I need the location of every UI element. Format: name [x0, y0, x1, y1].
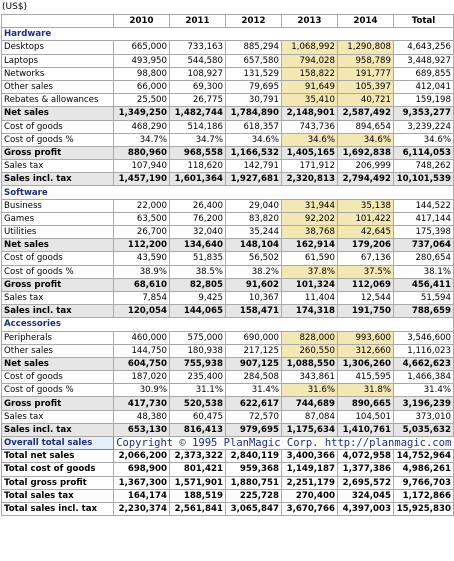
table-row-accessories-2 [2, 357, 454, 370]
value-cell: 690,000 [226, 331, 282, 344]
value-cell: 164,174 [114, 489, 170, 502]
value-cell: 794,028 [282, 54, 338, 67]
header-total-cell: Total [394, 15, 454, 28]
total-cell: 34.6% [394, 133, 454, 146]
row-label: Sales tax [2, 160, 114, 173]
value-cell: 11,404 [282, 291, 338, 304]
row-label: Total cost of goods [2, 463, 114, 476]
value-cell: 69,300 [170, 80, 226, 93]
value-cell: 575,000 [170, 331, 226, 344]
total-cell: 9,353,277 [394, 107, 454, 120]
value-cell: 225,728 [226, 489, 282, 502]
value-cell: 1,290,808 [338, 41, 394, 54]
table-row-accessories-6 [2, 410, 454, 423]
total-cell: 1,116,023 [394, 344, 454, 357]
value-cell: 60,475 [170, 410, 226, 423]
row-label: Sales incl. tax [2, 305, 114, 318]
row-label: Total net sales [2, 450, 114, 463]
table-row-software-2 [2, 226, 454, 239]
total-cell: 3,448,927 [394, 54, 454, 67]
value-cell: 1,457,190 [114, 173, 170, 186]
row-label: Cost of goods % [2, 384, 114, 397]
value-cell: 493,950 [114, 54, 170, 67]
value-cell: 29,040 [226, 199, 282, 212]
total-cell: 373,010 [394, 410, 454, 423]
table-row-hardware-8 [2, 146, 454, 159]
row-label: Cost of goods [2, 371, 114, 384]
total-cell: 4,986,261 [394, 463, 454, 476]
total-cell: 15,925,830 [394, 502, 454, 515]
value-cell: 744,689 [282, 397, 338, 410]
section-title: Hardware [2, 28, 454, 41]
value-cell: 12,544 [338, 291, 394, 304]
value-cell: 91,602 [226, 278, 282, 291]
value-cell: 32,040 [170, 226, 226, 239]
value-cell: 324,045 [338, 489, 394, 502]
value-cell: 43,590 [114, 252, 170, 265]
value-cell: 2,840,119 [226, 450, 282, 463]
value-cell: 108,927 [170, 67, 226, 80]
value-cell: 520,538 [170, 397, 226, 410]
value-cell: 2,587,492 [338, 107, 394, 120]
value-cell: 468,290 [114, 120, 170, 133]
value-cell: 30,791 [226, 94, 282, 107]
value-cell: 38.2% [226, 265, 282, 278]
value-cell: 653,130 [114, 423, 170, 436]
row-label: Gross profit [2, 397, 114, 410]
row-label: Business [2, 199, 114, 212]
total-cell: 31.4% [394, 384, 454, 397]
value-cell: 67,136 [338, 252, 394, 265]
value-cell: 56,502 [226, 252, 282, 265]
total-cell: 1,172,866 [394, 489, 454, 502]
table-row-software-5 [2, 265, 454, 278]
copyright-notice: Copyright © 1995 PlanMagic Corp. http://planmagic.com [116, 437, 452, 450]
value-cell: 179,206 [338, 239, 394, 252]
value-cell: 2,794,492 [338, 173, 394, 186]
value-cell: 885,294 [226, 41, 282, 54]
table-row-software-6 [2, 278, 454, 291]
total-cell: 14,752,964 [394, 450, 454, 463]
value-cell: 26,400 [170, 199, 226, 212]
total-cell: 3,196,239 [394, 397, 454, 410]
header-year-cell: 2011 [170, 15, 226, 28]
table-row-software-0 [2, 199, 454, 212]
value-cell: 142,791 [226, 160, 282, 173]
value-cell: 604,750 [114, 357, 170, 370]
value-cell: 76,200 [170, 212, 226, 225]
value-cell: 343,861 [282, 371, 338, 384]
total-cell: 4,662,623 [394, 357, 454, 370]
value-cell: 958,789 [338, 54, 394, 67]
total-cell: 10,101,539 [394, 173, 454, 186]
value-cell: 48,380 [114, 410, 170, 423]
value-cell: 22,000 [114, 199, 170, 212]
row-label: Networks [2, 67, 114, 80]
value-cell: 206,999 [338, 160, 394, 173]
header-label-cell [2, 15, 114, 28]
value-cell: 38.5% [170, 265, 226, 278]
section-header-software [2, 186, 454, 199]
value-cell: 34.6% [338, 133, 394, 146]
value-cell: 217,125 [226, 344, 282, 357]
total-cell: 788,659 [394, 305, 454, 318]
value-cell: 104,501 [338, 410, 394, 423]
header-row [2, 15, 454, 28]
value-cell: 743,736 [282, 120, 338, 133]
total-cell: 417,144 [394, 212, 454, 225]
value-cell: 880,960 [114, 146, 170, 159]
row-label: Games [2, 212, 114, 225]
value-cell: 79,695 [226, 80, 282, 93]
value-cell: 1,068,992 [282, 41, 338, 54]
row-label: Net sales [2, 107, 114, 120]
total-cell: 144,522 [394, 199, 454, 212]
value-cell: 68,610 [114, 278, 170, 291]
value-cell: 26,700 [114, 226, 170, 239]
header-year-cell: 2010 [114, 15, 170, 28]
value-cell: 968,558 [170, 146, 226, 159]
table-row-hardware-10 [2, 173, 454, 186]
row-label: Total sales incl. tax [2, 502, 114, 515]
table-row-software-3 [2, 239, 454, 252]
row-label: Cost of goods % [2, 265, 114, 278]
value-cell: 34.7% [114, 133, 170, 146]
value-cell: 460,000 [114, 331, 170, 344]
value-cell: 3,065,847 [226, 502, 282, 515]
table-row-software-4 [2, 252, 454, 265]
value-cell: 37.8% [282, 265, 338, 278]
total-cell: 4,643,256 [394, 41, 454, 54]
table-row-overall-2 [2, 476, 454, 489]
value-cell: 1,377,386 [338, 463, 394, 476]
value-cell: 180,938 [170, 344, 226, 357]
section-title: Accessories [2, 318, 454, 331]
value-cell: 1,927,681 [226, 173, 282, 186]
value-cell: 35,410 [282, 94, 338, 107]
value-cell: 284,508 [226, 371, 282, 384]
value-cell: 894,654 [338, 120, 394, 133]
section-header-accessories [2, 318, 454, 331]
value-cell: 959,368 [226, 463, 282, 476]
value-cell: 733,163 [170, 41, 226, 54]
value-cell: 107,940 [114, 160, 170, 173]
row-label: Total gross profit [2, 476, 114, 489]
value-cell: 144,750 [114, 344, 170, 357]
value-cell: 657,580 [226, 54, 282, 67]
table-row-overall-4 [2, 502, 454, 515]
value-cell: 87,084 [282, 410, 338, 423]
value-cell: 112,069 [338, 278, 394, 291]
value-cell: 801,421 [170, 463, 226, 476]
table-row-hardware-4 [2, 94, 454, 107]
table-row-hardware-6 [2, 120, 454, 133]
value-cell: 188,519 [170, 489, 226, 502]
value-cell: 25,500 [114, 94, 170, 107]
value-cell: 415,595 [338, 371, 394, 384]
value-cell: 158,822 [282, 67, 338, 80]
value-cell: 1,482,744 [170, 107, 226, 120]
value-cell: 907,125 [226, 357, 282, 370]
row-label: Utilities [2, 226, 114, 239]
total-cell: 3,546,600 [394, 331, 454, 344]
value-cell: 1,149,187 [282, 463, 338, 476]
value-cell: 1,306,260 [338, 357, 394, 370]
value-cell: 31.6% [282, 384, 338, 397]
header-year-cell: 2012 [226, 15, 282, 28]
value-cell: 618,357 [226, 120, 282, 133]
table-row-hardware-5 [2, 107, 454, 120]
value-cell: 63,500 [114, 212, 170, 225]
row-label: Rebates & allowances [2, 94, 114, 107]
value-cell: 514,186 [170, 120, 226, 133]
value-cell: 162,914 [282, 239, 338, 252]
table-row-accessories-0 [2, 331, 454, 344]
value-cell: 2,561,841 [170, 502, 226, 515]
value-cell: 120,054 [114, 305, 170, 318]
row-label: Sales tax [2, 410, 114, 423]
total-cell: 1,466,384 [394, 371, 454, 384]
total-cell: 737,064 [394, 239, 454, 252]
value-cell: 1,367,300 [114, 476, 170, 489]
row-label: Gross profit [2, 146, 114, 159]
table-row-accessories-7 [2, 423, 454, 436]
value-cell: 1,784,890 [226, 107, 282, 120]
value-cell: 3,400,366 [282, 450, 338, 463]
table-row-accessories-3 [2, 371, 454, 384]
value-cell: 101,324 [282, 278, 338, 291]
table-row-hardware-1 [2, 54, 454, 67]
row-label: Gross profit [2, 278, 114, 291]
value-cell: 31.8% [338, 384, 394, 397]
section-header-hardware [2, 28, 454, 41]
value-cell: 40,721 [338, 94, 394, 107]
value-cell: 260,550 [282, 344, 338, 357]
total-cell: 159,198 [394, 94, 454, 107]
section-title: Software [2, 186, 454, 199]
row-label: Sales tax [2, 291, 114, 304]
value-cell: 66,000 [114, 80, 170, 93]
table-row-hardware-9 [2, 160, 454, 173]
value-cell: 1,405,165 [282, 146, 338, 159]
table-row-overall-3 [2, 489, 454, 502]
value-cell: 698,900 [114, 463, 170, 476]
row-label: Total sales tax [2, 489, 114, 502]
total-cell: 51,594 [394, 291, 454, 304]
value-cell: 30.9% [114, 384, 170, 397]
value-cell: 174,318 [282, 305, 338, 318]
value-cell: 993,600 [338, 331, 394, 344]
value-cell: 2,320,813 [282, 173, 338, 186]
value-cell: 31.1% [170, 384, 226, 397]
value-cell: 10,367 [226, 291, 282, 304]
header-year-cell: 2014 [338, 15, 394, 28]
value-cell: 816,413 [170, 423, 226, 436]
value-cell: 2,148,901 [282, 107, 338, 120]
value-cell: 34.7% [170, 133, 226, 146]
value-cell: 1,166,532 [226, 146, 282, 159]
total-cell: 412,041 [394, 80, 454, 93]
value-cell: 144,065 [170, 305, 226, 318]
total-cell: 5,035,632 [394, 423, 454, 436]
value-cell: 26,775 [170, 94, 226, 107]
value-cell: 4,072,958 [338, 450, 394, 463]
value-cell: 2,251,179 [282, 476, 338, 489]
total-cell: 9,766,703 [394, 476, 454, 489]
value-cell: 828,000 [282, 331, 338, 344]
total-cell: 175,398 [394, 226, 454, 239]
value-cell: 622,617 [226, 397, 282, 410]
value-cell: 3,670,766 [282, 502, 338, 515]
value-cell: 979,695 [226, 423, 282, 436]
value-cell: 38.9% [114, 265, 170, 278]
row-label: Cost of goods [2, 120, 114, 133]
total-cell: 689,855 [394, 67, 454, 80]
total-cell: 6,114,053 [394, 146, 454, 159]
value-cell: 1,601,364 [170, 173, 226, 186]
value-cell: 544,580 [170, 54, 226, 67]
sales-forecast-table [1, 14, 454, 516]
value-cell: 191,750 [338, 305, 394, 318]
currency-caption: (US$) [2, 2, 28, 12]
value-cell: 91,649 [282, 80, 338, 93]
total-cell: 748,262 [394, 160, 454, 173]
total-cell: 3,239,224 [394, 120, 454, 133]
row-label: Cost of goods [2, 252, 114, 265]
value-cell: 1,088,550 [282, 357, 338, 370]
value-cell: 101,422 [338, 212, 394, 225]
value-cell: 2,066,200 [114, 450, 170, 463]
row-label: Other sales [2, 80, 114, 93]
table-row-accessories-4 [2, 384, 454, 397]
table-row-software-1 [2, 212, 454, 225]
table-row-software-8 [2, 305, 454, 318]
value-cell: 1,692,838 [338, 146, 394, 159]
value-cell: 1,410,761 [338, 423, 394, 436]
table-row-hardware-3 [2, 80, 454, 93]
row-label: Peripherals [2, 331, 114, 344]
value-cell: 235,400 [170, 371, 226, 384]
value-cell: 42,645 [338, 226, 394, 239]
value-cell: 35,244 [226, 226, 282, 239]
value-cell: 171,912 [282, 160, 338, 173]
table-row-hardware-7 [2, 133, 454, 146]
total-cell: 38.1% [394, 265, 454, 278]
value-cell: 270,400 [282, 489, 338, 502]
value-cell: 31,944 [282, 199, 338, 212]
value-cell: 37.5% [338, 265, 394, 278]
value-cell: 2,695,572 [338, 476, 394, 489]
value-cell: 38,768 [282, 226, 338, 239]
value-cell: 31.4% [226, 384, 282, 397]
value-cell: 83,820 [226, 212, 282, 225]
row-label: Net sales [2, 357, 114, 370]
value-cell: 4,397,003 [338, 502, 394, 515]
overall-header-row [2, 437, 454, 450]
value-cell: 158,471 [226, 305, 282, 318]
value-cell: 9,425 [170, 291, 226, 304]
value-cell: 7,854 [114, 291, 170, 304]
value-cell: 131,529 [226, 67, 282, 80]
row-label: Laptops [2, 54, 114, 67]
value-cell: 312,660 [338, 344, 394, 357]
value-cell: 1,175,634 [282, 423, 338, 436]
table-row-accessories-5 [2, 397, 454, 410]
overall-section-title: Overall total sales [2, 437, 114, 450]
value-cell: 105,397 [338, 80, 394, 93]
value-cell: 1,880,751 [226, 476, 282, 489]
value-cell: 134,640 [170, 239, 226, 252]
table-row-hardware-0 [2, 41, 454, 54]
value-cell: 1,571,901 [170, 476, 226, 489]
row-label: Other sales [2, 344, 114, 357]
value-cell: 92,202 [282, 212, 338, 225]
value-cell: 187,020 [114, 371, 170, 384]
row-label: Sales incl. tax [2, 423, 114, 436]
row-label: Net sales [2, 239, 114, 252]
row-label: Cost of goods % [2, 133, 114, 146]
row-label: Desktops [2, 41, 114, 54]
value-cell: 34.6% [226, 133, 282, 146]
table-row-overall-1 [2, 463, 454, 476]
table-row-accessories-1 [2, 344, 454, 357]
value-cell: 112,200 [114, 239, 170, 252]
value-cell: 61,590 [282, 252, 338, 265]
table-row-software-7 [2, 291, 454, 304]
value-cell: 35,138 [338, 199, 394, 212]
row-label: Sales incl. tax [2, 173, 114, 186]
value-cell: 51,835 [170, 252, 226, 265]
value-cell: 118,620 [170, 160, 226, 173]
value-cell: 665,000 [114, 41, 170, 54]
value-cell: 755,938 [170, 357, 226, 370]
total-cell: 456,411 [394, 278, 454, 291]
value-cell: 2,230,374 [114, 502, 170, 515]
value-cell: 417,730 [114, 397, 170, 410]
table-row-overall-0 [2, 450, 454, 463]
value-cell: 2,373,322 [170, 450, 226, 463]
table-row-hardware-2 [2, 67, 454, 80]
value-cell: 191,777 [338, 67, 394, 80]
total-cell: 280,654 [394, 252, 454, 265]
value-cell: 82,805 [170, 278, 226, 291]
value-cell: 890,665 [338, 397, 394, 410]
value-cell: 72,570 [226, 410, 282, 423]
value-cell: 1,349,250 [114, 107, 170, 120]
header-year-cell: 2013 [282, 15, 338, 28]
value-cell: 98,800 [114, 67, 170, 80]
value-cell: 148,104 [226, 239, 282, 252]
value-cell: 34.6% [282, 133, 338, 146]
